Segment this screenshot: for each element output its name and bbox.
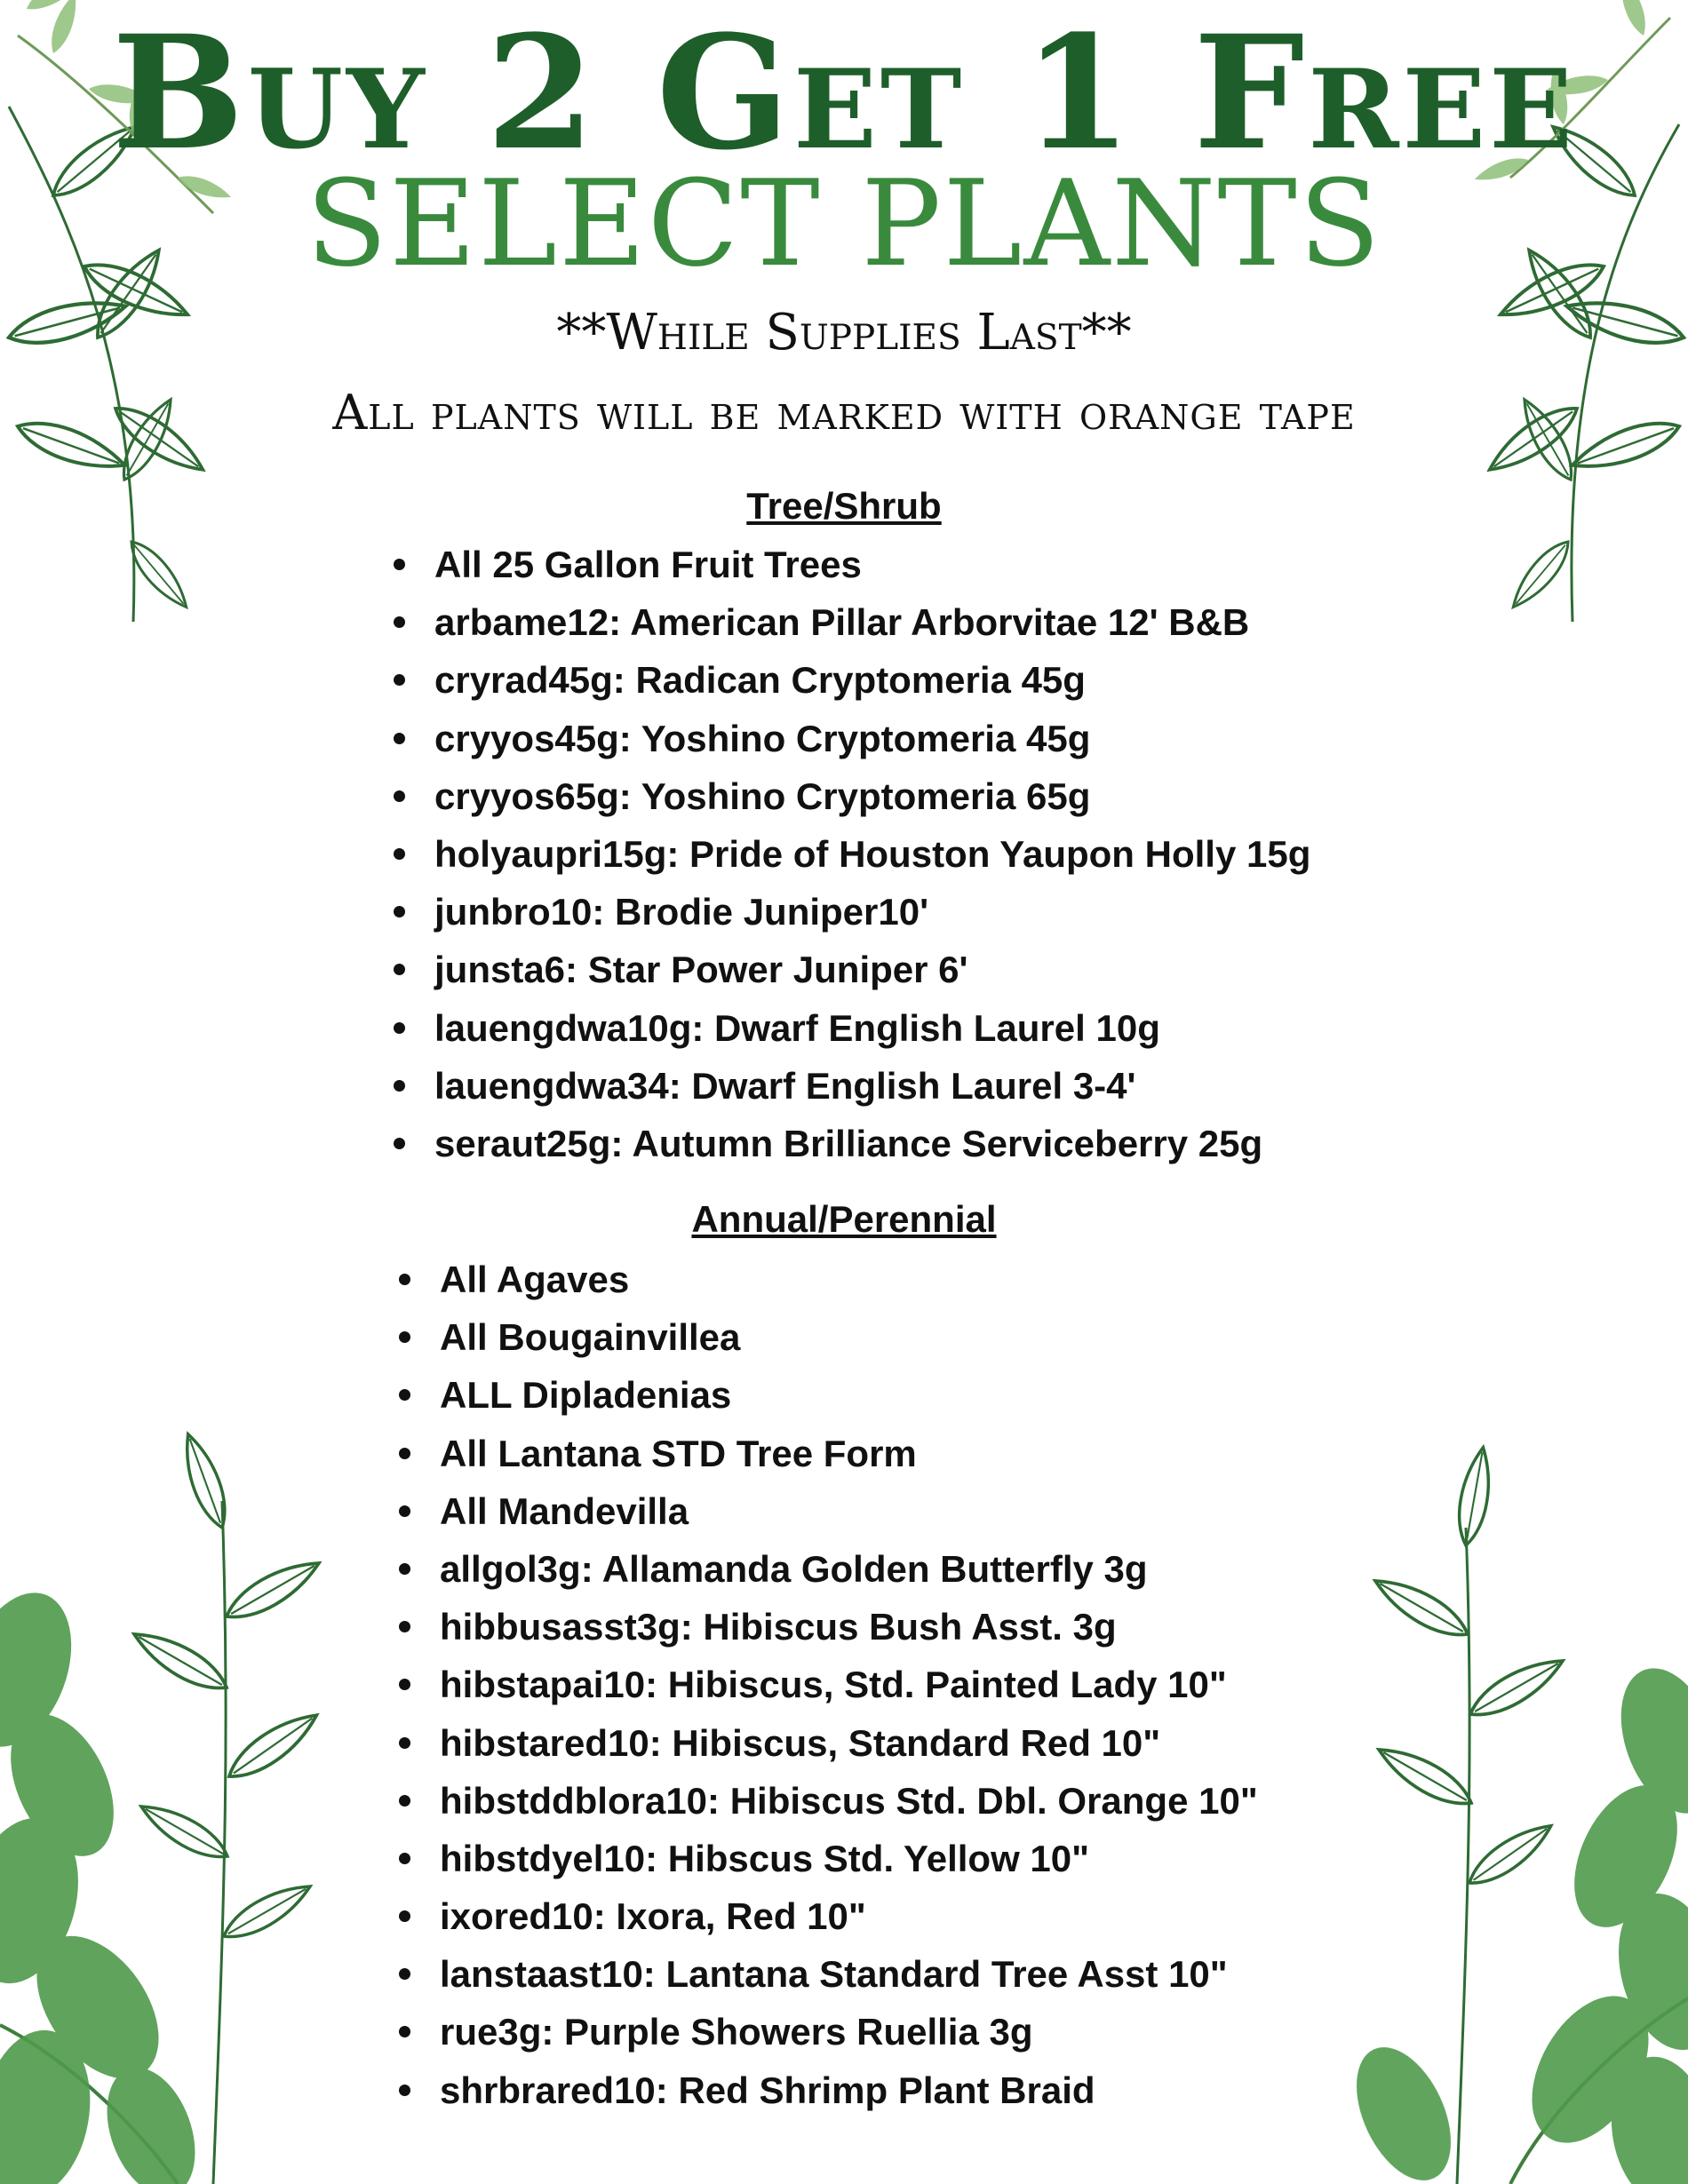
list-item: junsta6: Star Power Juniper 6'	[394, 941, 1310, 998]
headline: Buy 2 Get 1 Free	[111, 1, 1577, 185]
list-item: All 25 Gallon Fruit Trees	[394, 536, 1310, 593]
list-item: ixored10: Ixora, Red 10"	[399, 1887, 1258, 1945]
list-item: lanstaast10: Lantana Standard Tree Asst 10"	[399, 1945, 1258, 2003]
list-item: arbame12: American Pillar Arborvitae 12' B&B	[394, 593, 1310, 651]
supplies-note: **While Supplies Last**	[556, 304, 1132, 361]
list-item: hibstdyel10: Hibscus Std. Yellow 10"	[399, 1830, 1258, 1887]
list-item: cryyos45g: Yoshino Cryptomeria 45g	[394, 710, 1310, 767]
list-item: rue3g: Purple Showers Ruellia 3g	[399, 2003, 1258, 2061]
annual-perennial-list	[399, 1251, 1258, 2119]
list-item: hibstared10: Hibiscus, Standard Red 10"	[399, 1714, 1258, 1772]
list-item: shrbrared10: Red Shrimp Plant Braid	[399, 2061, 1258, 2119]
section-heading-tree-shrub: Tree/Shrub	[746, 485, 942, 527]
list-item: seraut25g: Autumn Brilliance Serviceberry 25g	[394, 1115, 1310, 1172]
list-item: All Bougainvillea	[399, 1308, 1258, 1366]
list-item: cryyos65g: Yoshino Cryptomeria 65g	[394, 767, 1310, 825]
list-item: holyaupri15g: Pride of Houston Yaupon Holly 15g	[394, 825, 1310, 883]
marking-note: All plants will be marked with orange tape	[332, 385, 1356, 441]
list-item: hibbusasst3g: Hibiscus Bush Asst. 3g	[399, 1598, 1258, 1656]
list-item: All Lantana STD Tree Form	[399, 1425, 1258, 1482]
list-item: hibstddblora10: Hibiscus Std. Dbl. Orange 10"	[399, 1772, 1258, 1830]
list-item: ALL Dipladenias	[399, 1366, 1258, 1424]
list-item: lauengdwa34: Dwarf English Laurel 3-4'	[394, 1057, 1310, 1115]
list-item: All Mandevilla	[399, 1482, 1258, 1540]
list-item: junbro10: Brodie Juniper10'	[394, 883, 1310, 941]
list-item: hibstapai10: Hibiscus, Std. Painted Lady 10"	[399, 1656, 1258, 1713]
list-item: cryrad45g: Radican Cryptomeria 45g	[394, 651, 1310, 709]
list-item: allgol3g: Allamanda Golden Butterfly 3g	[399, 1540, 1258, 1598]
subheadline: SELECT PLANTS	[306, 155, 1382, 293]
list-item: All Agaves	[399, 1251, 1258, 1308]
list-item: lauengdwa10g: Dwarf English Laurel 10g	[394, 999, 1310, 1057]
tree-shrub-list	[394, 536, 1310, 1172]
section-heading-annual-perennial: Annual/Perennial	[691, 1198, 997, 1240]
